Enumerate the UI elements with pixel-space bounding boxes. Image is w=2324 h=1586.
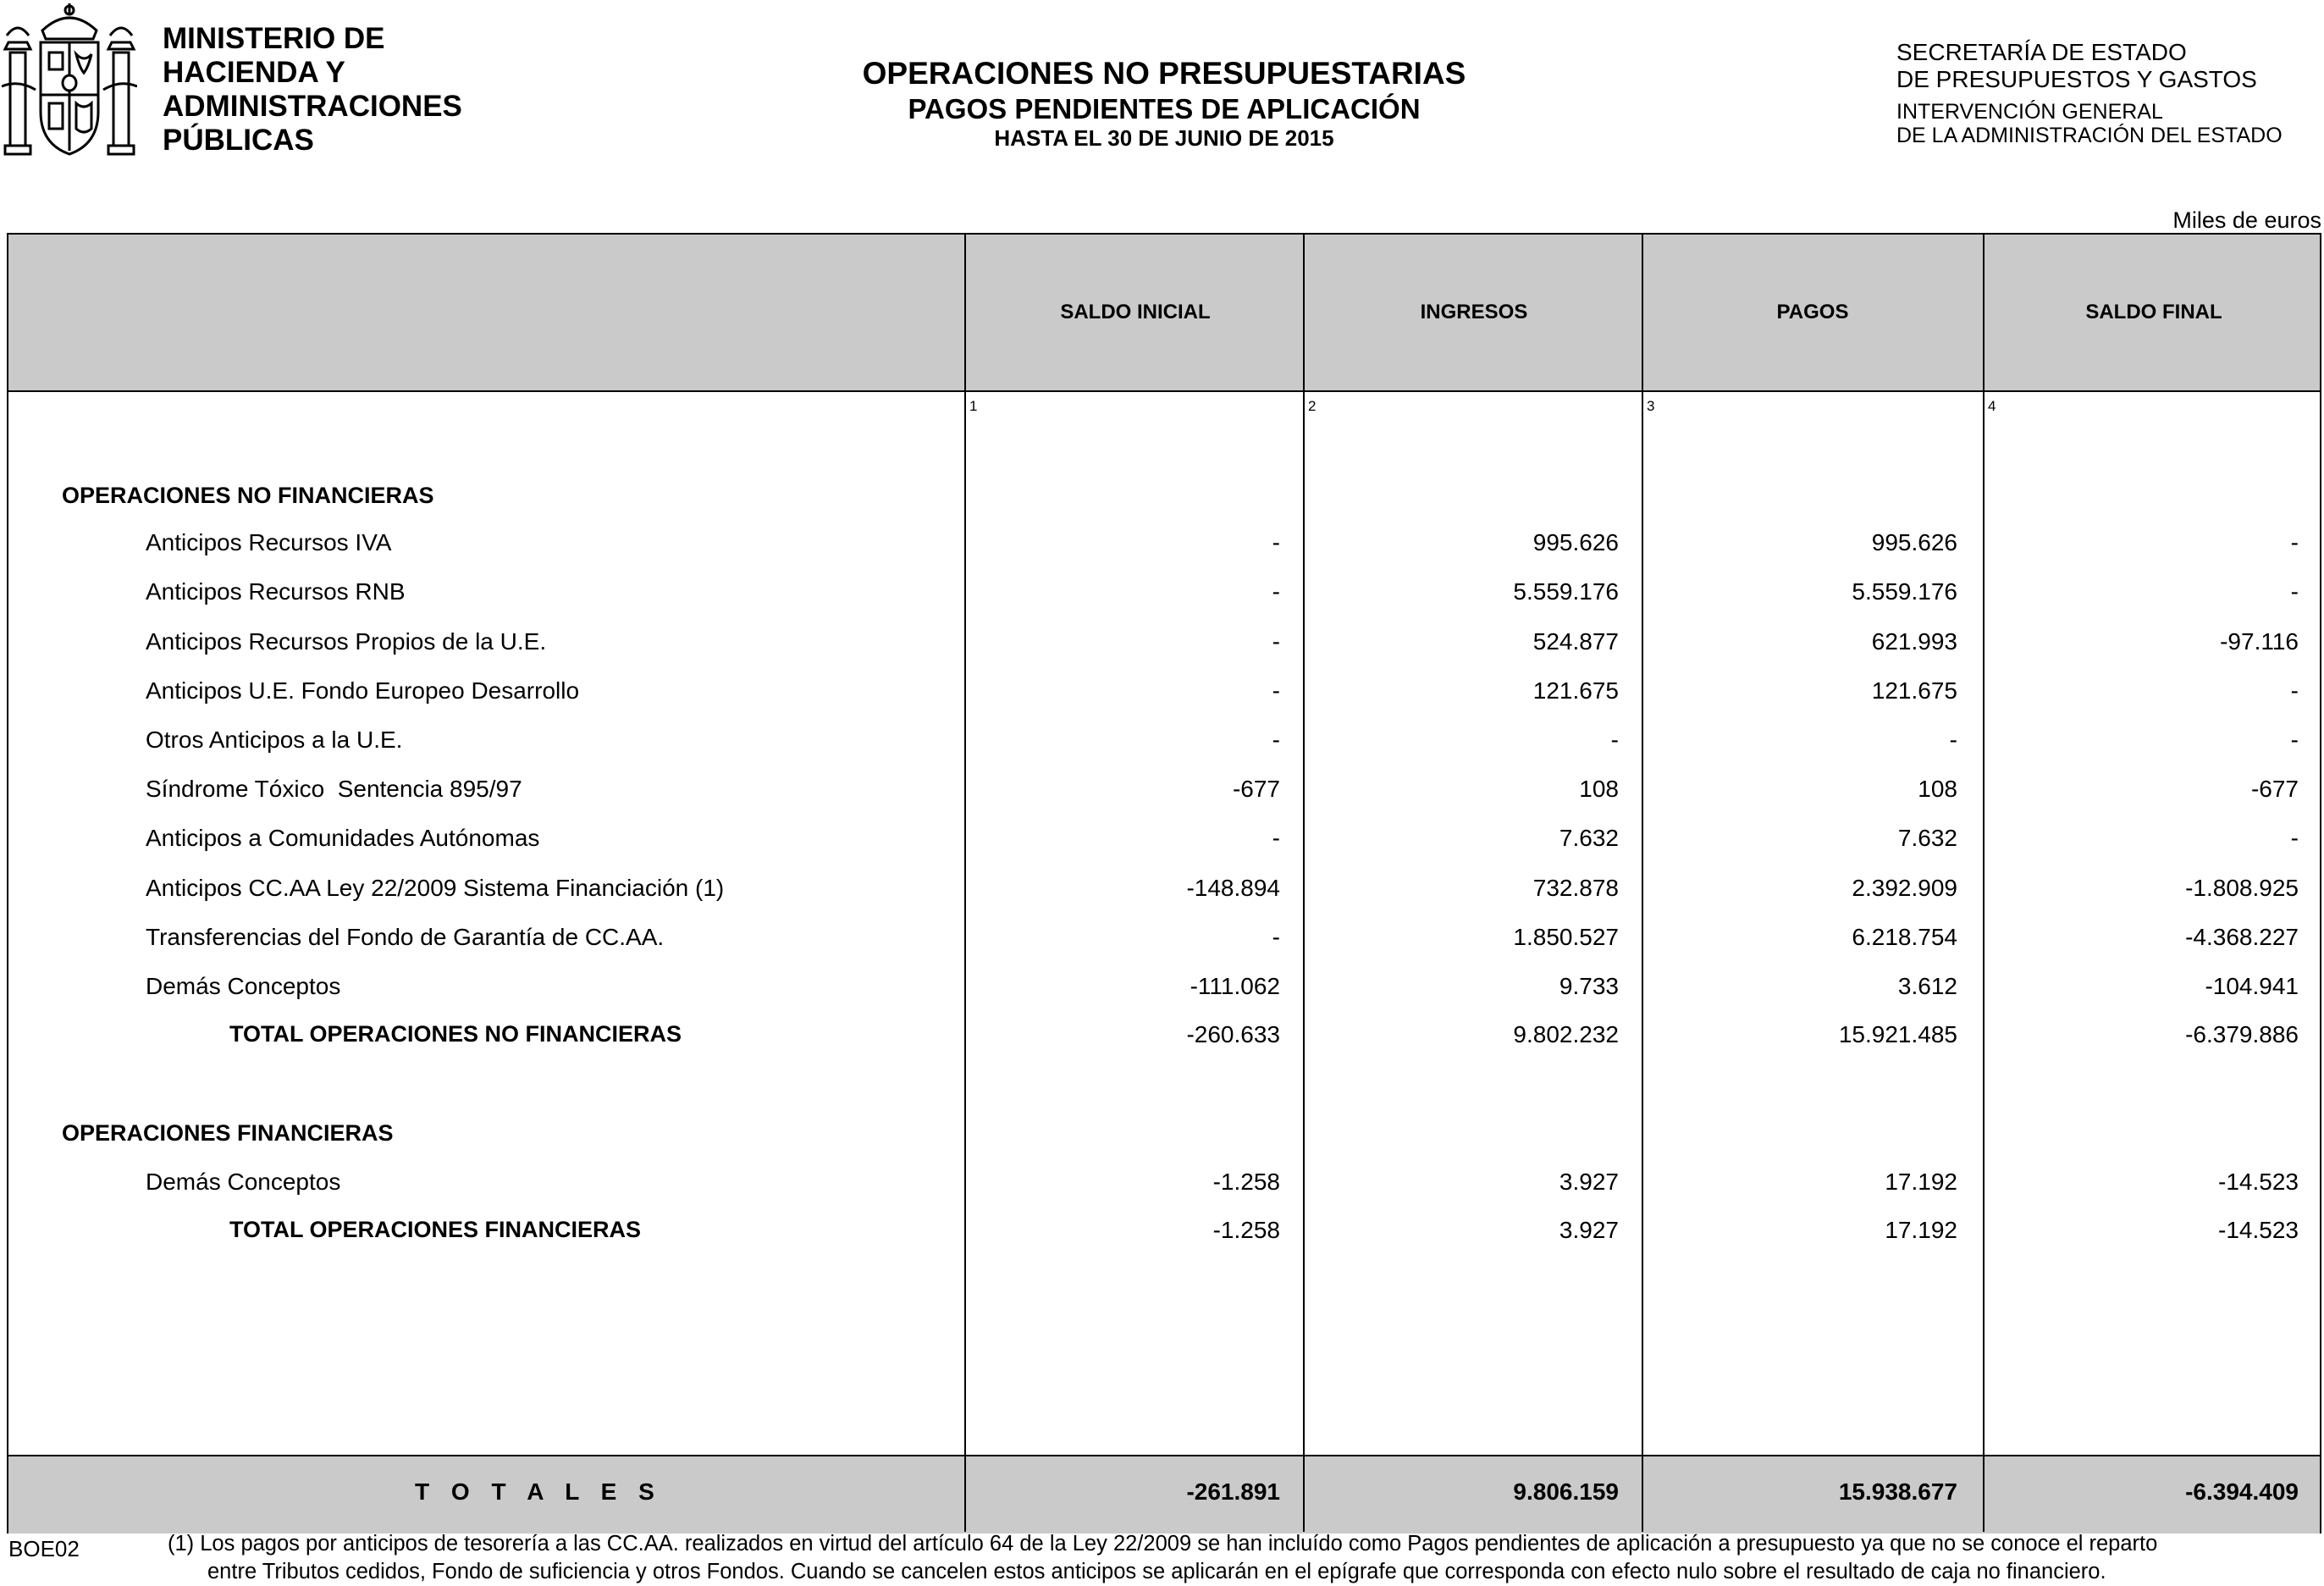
ministry-name <box>163 22 462 157</box>
row-label: Anticipos Recursos Propios de la U.E. <box>146 628 547 655</box>
row-label: Anticipos a Comunidades Autónomas <box>146 825 540 851</box>
intervention-line: DE LA ADMINISTRACIÓN DEL ESTADO <box>1896 124 2283 147</box>
cell-saldo-final: - <box>2290 825 2299 851</box>
row-label: Síndrome Tóxico Sentencia 895/97 <box>146 776 522 802</box>
table-row <box>8 875 2320 924</box>
cell-ingresos: 524.877 <box>1532 628 1619 655</box>
row-label: Anticipos Recursos RNB <box>146 578 406 605</box>
column-number: 1 <box>969 398 978 414</box>
table-row <box>8 529 2320 578</box>
cell-ingresos: 108 <box>1579 776 1619 802</box>
cell-ingresos: 5.559.176 <box>1513 578 1619 605</box>
cell-saldo-inicial: -260.633 <box>1186 1021 1280 1047</box>
column-header-ingresos: INGRESOS <box>1420 301 1528 323</box>
cell-pagos: 7.632 <box>1897 825 1957 851</box>
cell-saldo-final: -677 <box>2250 776 2299 802</box>
cell-ingresos: 732.878 <box>1532 875 1619 901</box>
cell-pagos: 2.392.909 <box>1852 875 1957 901</box>
column-number: 4 <box>1988 398 1996 414</box>
row-label: Anticipos U.E. Fondo Europeo Desarrollo <box>146 677 580 704</box>
cell-saldo-inicial: - <box>1272 578 1280 605</box>
cell-pagos: 6.218.754 <box>1852 924 1957 950</box>
cell-pagos: 121.675 <box>1871 677 1957 704</box>
cell-ingresos: 1.850.527 <box>1513 924 1619 950</box>
cell-saldo-inicial: - <box>1272 825 1280 851</box>
cell-saldo-final: - <box>2290 529 2299 555</box>
units-label: Miles de euros <box>2172 207 2321 233</box>
column-number: 3 <box>1647 398 1655 414</box>
cell-saldo-final: -97.116 <box>2220 628 2299 655</box>
secretariat-name <box>1896 39 2257 93</box>
cell-saldo-final: -4.368.227 <box>2185 924 2299 950</box>
cell-ingresos: 3.927 <box>1559 1169 1619 1195</box>
row-label: Demás Conceptos <box>146 973 341 999</box>
column-number: 2 <box>1308 398 1317 414</box>
secretariat-line: SECRETARÍA DE ESTADO <box>1896 39 2187 65</box>
cell-pagos: 17.192 <box>1885 1217 1957 1243</box>
cell-saldo-inicial: -111.062 <box>1190 973 1280 999</box>
section-title: OPERACIONES FINANCIERAS <box>62 1120 394 1146</box>
cell-saldo-final: -104.941 <box>2205 973 2299 999</box>
column-header-saldo-final: SALDO FINAL <box>2085 301 2222 323</box>
cell-saldo-final: - <box>2290 727 2299 753</box>
report-period: HASTA EL 30 DE JUNIO DE 2015 <box>994 125 1334 151</box>
ministry-line: ADMINISTRACIONES <box>163 90 462 123</box>
cell-saldo-inicial: - <box>1272 727 1280 753</box>
cell-ingresos: 3.927 <box>1559 1217 1619 1243</box>
document-code: BOE02 <box>8 1536 80 1561</box>
report-subtitle: PAGOS PENDIENTES DE APLICACIÓN <box>908 93 1421 124</box>
footnote <box>168 1530 2318 1586</box>
cell-pagos: 5.559.176 <box>1852 578 1957 605</box>
intervention-line: INTERVENCIÓN GENERAL <box>1896 100 2163 124</box>
cell-saldo-inicial: - <box>1272 677 1280 704</box>
report-title: OPERACIONES NO PRESUPUESTARIAS <box>862 56 1466 91</box>
subtotal-row <box>8 1021 2320 1070</box>
cell-saldo-inicial: -148.894 <box>1186 875 1280 901</box>
totals-label: T O T A L E S <box>415 1478 662 1505</box>
table-row <box>8 628 2320 677</box>
cell-saldo-inicial: - <box>1272 628 1280 655</box>
cell-saldo-final: -14.523 <box>2218 1217 2299 1243</box>
subtotal-label: TOTAL OPERACIONES NO FINANCIERAS <box>229 1021 682 1047</box>
subtotal-label: TOTAL OPERACIONES FINANCIERAS <box>229 1217 642 1242</box>
intervention-name <box>1896 100 2283 147</box>
cell-ingresos: 121.675 <box>1532 677 1619 704</box>
ministry-line: MINISTERIO DE <box>163 22 385 55</box>
row-label: Transferencias del Fondo de Garantía de CC.AA. <box>146 924 665 950</box>
cell-saldo-final: -6.394.409 <box>2185 1478 2299 1505</box>
row-label: Demás Conceptos <box>146 1169 341 1195</box>
cell-pagos: 3.612 <box>1897 973 1957 999</box>
cell-ingresos: 9.733 <box>1559 973 1619 999</box>
totals-row <box>8 1478 2320 1528</box>
table-row <box>8 677 2320 727</box>
table-row <box>8 924 2320 973</box>
cell-pagos: 621.993 <box>1871 628 1957 655</box>
table-row <box>8 776 2320 825</box>
footnote-line: entre Tributos cedidos, Fondo de suficiencia y otros Fondos. Cuando se cancelen estos anticipos se aplicarán en el epígrafe que corresponda con efecto nulo sobre el resultado de caja no financiero. <box>207 1560 2106 1583</box>
section-title: OPERACIONES NO FINANCIERAS <box>62 483 434 508</box>
footnote-line: (1) Los pagos por anticipos de tesorería a las CC.AA. realizados en virtud del artículo 64 de la Ley 22/2009 se han incluído como Pagos pendientes de aplicación a presupuesto ya que no se conoce el reparto <box>168 1532 2158 1556</box>
cell-pagos: - <box>1949 727 1957 753</box>
table-row <box>8 1169 2320 1218</box>
cell-saldo-inicial: -1.258 <box>1212 1169 1280 1195</box>
cell-pagos: 15.938.677 <box>1838 1478 1957 1505</box>
cell-pagos: 108 <box>1918 776 1957 802</box>
cell-saldo-inicial: - <box>1272 529 1280 555</box>
row-label: Anticipos CC.AA Ley 22/2009 Sistema Financiación (1) <box>146 875 725 901</box>
secretariat-line: DE PRESUPUESTOS Y GASTOS <box>1896 66 2257 92</box>
column-header-saldo-inicial: SALDO INICIAL <box>1060 301 1211 323</box>
section-heading <box>8 1120 2320 1169</box>
cell-pagos: 995.626 <box>1871 529 1957 555</box>
cell-pagos: 15.921.485 <box>1838 1021 1957 1047</box>
cell-saldo-inicial: -261.891 <box>1186 1478 1280 1505</box>
cell-saldo-final: - <box>2290 578 2299 605</box>
row-label: Otros Anticipos a la U.E. <box>146 727 403 753</box>
cell-ingresos: 995.626 <box>1532 529 1619 555</box>
cell-saldo-final: -1.808.925 <box>2185 875 2299 901</box>
column-header-pagos: PAGOS <box>1776 301 1849 323</box>
table-row <box>8 578 2320 627</box>
cell-saldo-inicial: -1.258 <box>1212 1217 1280 1243</box>
ministry-line: PÚBLICAS <box>163 124 314 157</box>
cell-saldo-final: - <box>2290 677 2299 704</box>
cell-ingresos: 9.806.159 <box>1513 1478 1619 1505</box>
cell-saldo-final: -14.523 <box>2218 1169 2299 1195</box>
table-row <box>8 825 2320 874</box>
section-heading <box>8 483 2320 532</box>
subtotal-row <box>8 1217 2320 1266</box>
coat-of-arms-logo <box>2 2 137 168</box>
cell-ingresos: 7.632 <box>1559 825 1619 851</box>
table-row <box>8 973 2320 1022</box>
ministry-line: HACIENDA Y <box>163 56 345 89</box>
cell-saldo-inicial: -677 <box>1232 776 1280 802</box>
cell-ingresos: 9.802.232 <box>1513 1021 1619 1047</box>
cell-pagos: 17.192 <box>1885 1169 1957 1195</box>
cell-saldo-inicial: - <box>1272 924 1280 950</box>
row-label: Anticipos Recursos IVA <box>146 529 392 555</box>
table-row <box>8 727 2320 776</box>
cell-saldo-final: -6.379.886 <box>2185 1021 2299 1047</box>
cell-ingresos: - <box>1610 727 1619 753</box>
